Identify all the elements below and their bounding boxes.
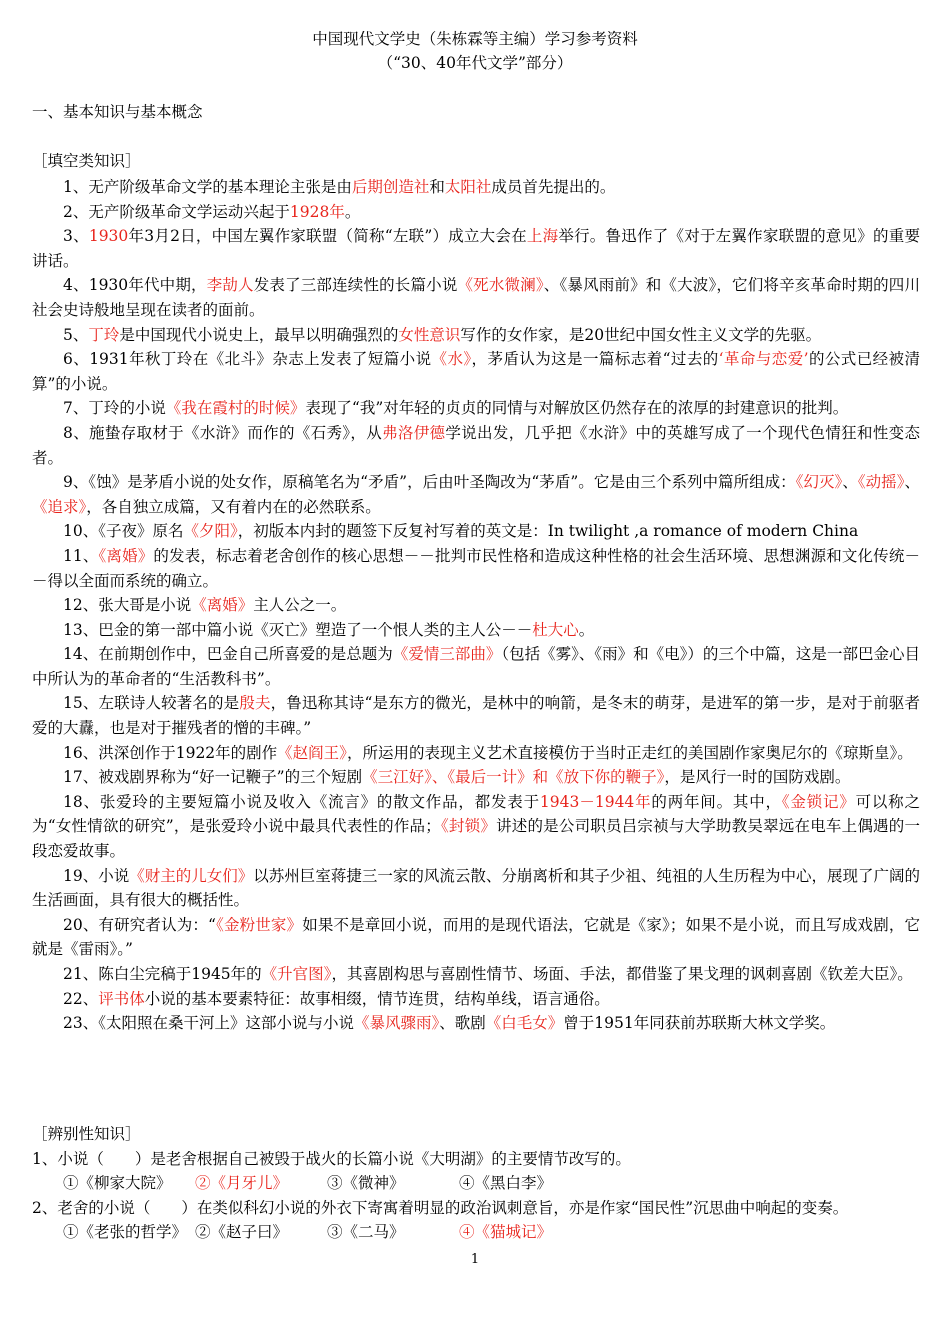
item-text: 23、《太阳照在桑干河上》这部小说与小说	[63, 1014, 354, 1033]
item-text: 17、被戏剧界称为“好一记鞭子”的三个短剧	[63, 768, 363, 787]
item-text: 以苏州巨室蒋捷三一家的风流云散、分崩离析和其子少祖、纯祖的人生历程为中心，展现了广阔的生活画面，具有很大的概括性。	[32, 866, 920, 910]
question-2-option-1: ①《老张的哲学》	[63, 1223, 188, 1241]
item-text: 14、在前期创作中，巴金自己所喜爱的是总题为	[63, 645, 393, 664]
item-text: 的发表，标志着老舍创作的核心思想－－批判市民性格和造成这种性格的社会生活环境、思想渊源和文化传统－－得以全面而系统的确立。	[32, 546, 920, 590]
item-text: ，茅盾认为这是一篇标志着“过去的	[471, 350, 719, 369]
fill-in-item	[32, 175, 920, 200]
item-text: ，各自独立成篇，又有着内在的必然联系。	[86, 497, 381, 516]
item-text: 如果不是章回小说，而用的是现代语法，它就是《家》；如果不是小说，而且写成戏剧，它就是《雷雨》。”	[32, 915, 920, 959]
fill-in-item	[32, 593, 920, 618]
item-text: 5、	[63, 325, 89, 344]
item-text: 22、	[63, 989, 99, 1008]
item-text: 8、施蛰存取材于《水浒》而作的《石秀》，从	[63, 423, 383, 442]
item-text: 2、无产阶级革命文学运动兴起于	[63, 202, 290, 221]
answer-highlight: 《白毛女》	[485, 1014, 564, 1033]
fill-in-item	[32, 273, 920, 322]
fill-in-item	[32, 544, 920, 593]
item-text: 是中国现代小说史上，最早以明确强烈的	[119, 325, 399, 344]
item-text: 讲述的是公司职员吕宗祯与大学助教吴翠远在电车上偶遇的一段恋爱故事。	[32, 817, 920, 861]
answer-highlight: 《爱情三部曲》	[392, 645, 502, 664]
answer-highlight: 《我在霞村的时候》	[165, 399, 306, 418]
item-text: 6、1931年秋丁玲在《北斗》杂志上发表了短篇小说	[63, 350, 432, 369]
answer-highlight: 《封锁》	[440, 817, 497, 836]
answer-highlight: 评书体	[98, 989, 145, 1008]
document-title: 中国现代文学史（朱栋霖等主编）学习参考资料	[312, 30, 638, 48]
item-text: 举行。鲁迅作了《对于左翼作家联盟的意见》的重要讲话。	[32, 227, 920, 270]
item-text: 18、张爱玲的主要短篇小说及收入《流言》的散文作品，都发表于	[63, 792, 540, 811]
question-2-option-3: ③《二马》	[327, 1223, 405, 1241]
fill-in-item	[32, 642, 920, 691]
answer-highlight: 《死水微澜》	[457, 276, 544, 295]
fill-in-item	[32, 618, 920, 643]
fill-in-item	[32, 741, 920, 766]
item-text: 3、	[63, 227, 89, 246]
fill-in-item	[32, 519, 920, 544]
fill-in-heading: ［填空类知识］	[32, 152, 141, 170]
item-text: 主人公之一。	[253, 596, 347, 615]
item-text: 1、无产阶级革命文学的基本理论主张是由	[63, 178, 352, 196]
item-text: 的两年间。其中，	[651, 792, 782, 811]
fill-in-list	[32, 175, 920, 1036]
answer-highlight: 后期创造社	[351, 178, 430, 196]
item-text: 学说出发，几乎把《水浒》中的英雄写成了一个现代色情狂和性变态者。	[32, 423, 920, 467]
item-text: 4、1930年代中期，	[63, 276, 207, 295]
fill-in-item	[32, 224, 920, 273]
question-2-stem: 2、老舍的小说（ ）在类似科幻小说的外衣下寄寓着明显的政治讽刺意旨，亦是作家“国民性”沉思曲中响起的变奏。	[32, 1199, 849, 1217]
item-text: 可以称之为“女性情欲的研究”，是张爱玲小说中最具代表性的作品；	[32, 792, 920, 836]
fill-in-item	[32, 864, 920, 913]
section-heading: 一、基本知识与基本概念	[32, 103, 203, 121]
answer-highlight: 上海	[526, 227, 559, 246]
fill-in-item	[32, 913, 920, 962]
answer-highlight: 殷夫	[239, 694, 271, 713]
item-text: 、《暴风雨前》和《大波》，它们将辛亥革命时期的四川社会史诗般地呈现在读者的面前。	[32, 276, 920, 319]
question-2-option-2: ②《赵子曰》	[195, 1223, 289, 1241]
answer-highlight: 《夕阳》	[183, 522, 238, 541]
answer-highlight: 1928年	[289, 202, 345, 221]
item-text: ，其喜剧构思与喜剧性情节、场面、手法，都借鉴了果戈理的讽刺喜剧《钦差大臣》。	[331, 965, 913, 983]
fill-in-item	[32, 470, 920, 519]
item-text: 、歌剧	[439, 1014, 486, 1033]
item-text: 9、《蚀》是茅盾小说的处女作，原稿笔名为“矛盾”，后由叶圣陶改为“茅盾”。它是由三个系列中篇所组成：	[63, 473, 796, 492]
answer-highlight: 《金粉世家》	[215, 915, 303, 934]
answer-highlight: 1943－1944年	[539, 792, 652, 811]
answer-highlight: 太阳社	[444, 178, 492, 196]
answer-highlight: 《升官图》	[261, 965, 332, 983]
answer-highlight: 《离婚》	[191, 596, 254, 615]
answer-highlight: 丁玲	[88, 325, 120, 344]
item-text: 曾于1951年同获前苏联斯大林文学奖。	[563, 1014, 836, 1033]
answer-highlight: 《暴风骤雨》	[353, 1014, 440, 1033]
answer-highlight: 《追求》	[32, 497, 87, 516]
fill-in-item	[32, 200, 920, 225]
item-text: ，是风行一时的国防戏剧。	[664, 768, 851, 787]
answer-highlight: 《幻灭》	[795, 473, 843, 492]
item-text: 表现了“我”对年轻的贞贞的同情与对解放区仍然存在的浓厚的封建意识的批判。	[305, 399, 849, 418]
item-text: 。	[344, 202, 361, 221]
item-text: 发表了三部连续性的长篇小说	[253, 276, 458, 295]
item-text: 年3月2日，中国左翼作家联盟（简称“左联”）成立大会在	[128, 227, 527, 246]
item-text: 和	[429, 178, 445, 196]
fill-in-item	[32, 323, 920, 348]
item-text: 11、	[63, 546, 99, 565]
question-1-option-3: ③《微神》	[327, 1174, 405, 1192]
item-text: ，鲁迅称其诗“是东方的微光，是林中的响箭，是冬末的萌芽，是进军的第一步，是对于前驱者爱的大纛，也是对于摧残者的憎的丰碑。”	[32, 694, 920, 738]
question-2-options	[32, 1221, 950, 1243]
answer-highlight: 杜大心	[532, 620, 579, 639]
item-text: 20、有研究者认为：“	[63, 915, 216, 934]
item-text: 12、张大哥是小说	[63, 596, 192, 615]
question-1-stem: 1、小说（ ）是老舍根据自己被毁于战火的长篇小说《大明湖》的主要情节改写的。	[32, 1150, 631, 1168]
fill-in-item	[32, 962, 920, 987]
page-number: 1	[470, 1252, 480, 1267]
item-text: 13、巴金的第一部中篇小说《灭亡》塑造了一个恨人类的主人公－－	[63, 620, 533, 639]
answer-highlight: 《赵阎王》	[277, 743, 347, 762]
fill-in-item	[32, 987, 920, 1012]
answer-highlight: 《三江好》、《最后一计》和《放下你的鞭子》	[362, 768, 665, 787]
fill-in-item	[32, 691, 920, 740]
answer-highlight: 1930	[88, 227, 129, 246]
answer-highlight: 《金锁记》	[781, 792, 856, 811]
item-text: 、	[904, 473, 920, 492]
question-1-option-4: ④《黑白李》	[459, 1174, 553, 1192]
answer-highlight: 《动摇》	[857, 473, 905, 492]
fill-in-item	[32, 790, 920, 864]
item-text: 成员首先提出的。	[491, 178, 616, 196]
item-text: 、	[842, 473, 858, 492]
question-1-option-2: ②《月牙儿》	[195, 1174, 289, 1192]
document-subtitle: （“30、40年代文学”部分）	[377, 54, 573, 72]
item-text: 写作的女作家，是20世纪中国女性主义文学的先驱。	[460, 325, 822, 344]
item-text: 16、洪深创作于1922年的剧作	[63, 743, 278, 762]
answer-highlight: 女性意识	[398, 325, 461, 344]
answer-highlight: 《水》	[431, 350, 472, 369]
item-text: （包括《雾》、《雨》和《电》）的三个中篇，这是一部巴金心目中所认为的革命者的“生活教科书”。	[32, 645, 920, 688]
question-1-options	[32, 1172, 950, 1194]
fill-in-item	[32, 1011, 920, 1036]
answer-highlight: 李劼人	[206, 276, 254, 295]
item-text: 的公式已经被清算”的小说。	[32, 350, 920, 393]
item-text: ，所运用的表现主义艺术直接模仿于当时正走红的美国剧作家奥尼尔的《琼斯皇》。	[346, 743, 913, 762]
fill-in-item	[32, 765, 920, 790]
item-text: 7、丁玲的小说	[63, 399, 166, 418]
item-text: 19、小说	[63, 866, 130, 885]
answer-highlight: 《财主的儿女们》	[129, 866, 254, 885]
item-text: ，初版本内封的题签下反复衬写着的英文是：In twilight ,a romance of modern China	[237, 522, 859, 541]
item-text: 10、《子夜》原名	[63, 522, 184, 541]
answer-highlight: 弗洛伊德	[382, 423, 446, 442]
item-text: 。	[578, 620, 595, 639]
item-text: 21、陈白尘完稿于1945年的	[63, 965, 262, 983]
answer-highlight: ‘革命与恋爱’	[718, 350, 809, 369]
item-text: 15、左联诗人较著名的是	[63, 694, 240, 713]
fill-in-item	[32, 347, 920, 396]
fill-in-item	[32, 421, 920, 470]
fill-in-item	[32, 396, 920, 421]
answer-highlight: 《离婚》	[98, 546, 154, 565]
question-1-option-1: ①《柳家大院》	[63, 1174, 172, 1192]
item-text: 小说的基本要素特征：故事相缀，情节连贯，结构单线，语言通俗。	[144, 989, 610, 1008]
discrimination-heading: ［辨别性知识］	[32, 1125, 141, 1143]
question-2-option-4: ④《猫城记》	[459, 1223, 553, 1241]
